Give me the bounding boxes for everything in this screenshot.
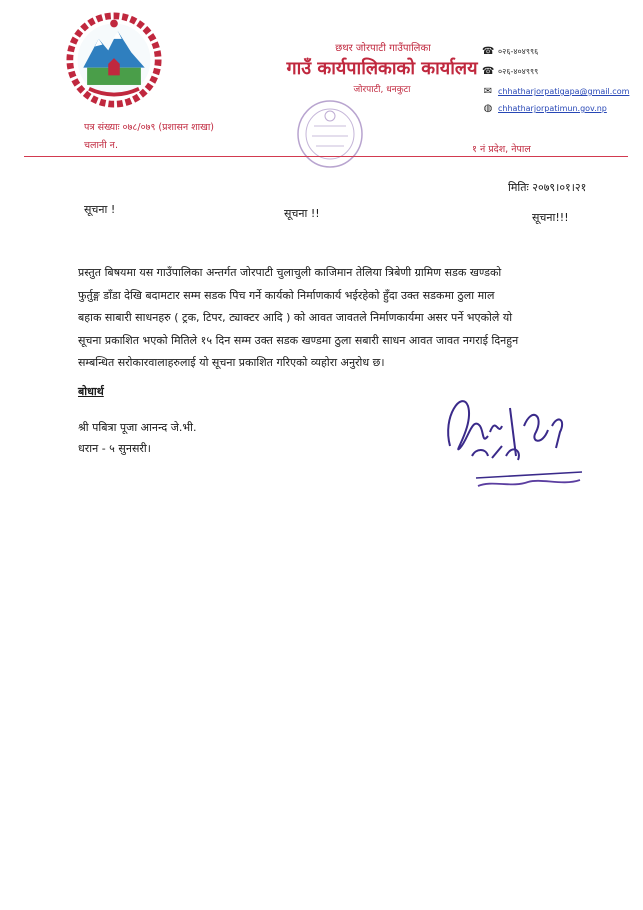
org-subtitle: छथर जोरपाटी गाउँपालिका <box>335 43 431 54</box>
contact-email[interactable] <box>482 86 629 97</box>
office-title: गाउँ कार्यपालिकाको कार्यालय <box>286 58 478 79</box>
letter-date: मितिः २०७९।०१।२१ <box>508 181 587 194</box>
phone-icon: ☎ <box>482 66 495 77</box>
email-icon: ✉ <box>483 86 493 97</box>
office-stamp-icon <box>294 96 366 174</box>
recipient-address: धरान - ५ सुनसरी। <box>78 442 151 455</box>
body-line: फुर्तुङ्ग डाँडा देखि बदामटार सम्म सडक पिच गर्ने कार्यको निर्माणकार्य भईरहेको हुँदा उक्त सडकमा ठुला माल <box>78 288 495 302</box>
nepal-emblem-icon <box>66 12 162 108</box>
body-line: सम्बन्धित सरोकारवालाहरुलाई यो सूचना प्रकाशित गरिएको व्यहोरा अनुरोध छ। <box>78 356 385 370</box>
contact-web[interactable] <box>482 103 607 114</box>
contact-phone-1: ☎ ०२६-४०४९९६ <box>482 46 539 57</box>
web-icon: ◍ <box>483 103 493 114</box>
dispatch-number: चलानी न. <box>84 140 118 151</box>
notice-body <box>78 262 634 375</box>
header-divider <box>24 156 628 157</box>
recipient-name: श्री पबित्रा पूजा आनन्द जे.भी. <box>78 421 197 434</box>
notice-heading-2: सूचना !! <box>284 207 320 220</box>
reference-number: पत्र संख्याः ०७८/०७९ (प्रशासन शाखा) <box>84 122 215 133</box>
body-line: सूचना प्रकाशित भएको मितिले १५ दिन सम्म उक्त सडक खण्डमा ठुला सबारी साधन आवत जावत नगराई दिनहुन <box>78 333 519 347</box>
phone-icon: ☎ <box>482 46 495 57</box>
contact-phone-2: ☎ ०२६-४०४९९९ <box>482 66 539 77</box>
cc-heading: बोधार्थ <box>78 385 104 398</box>
notice-heading-1: सूचना ! <box>84 203 116 216</box>
signature-icon <box>432 386 592 496</box>
office-location: जोरपाटी, धनकुटा <box>353 85 411 95</box>
province-address: १ नं प्रदेश, नेपाल <box>472 144 531 155</box>
notice-heading-3: सूचना!!! <box>532 211 569 224</box>
email-link[interactable]: chhatharjorpatigapa@gmail.com <box>498 87 630 96</box>
body-line: प्रस्तुत बिषयमा यस गाउँपालिका अन्तर्गत जोरपाटी चुलाचुली काजिमान तेलिया त्रिबेणी ग्रामिण सडक खण्डको <box>78 266 502 279</box>
body-line: बहाक साबारी साधनहरु ( ट्रक, टिपर, ट्याक्टर आदि ) को आवत जावतले निर्माणकार्यमा असर पर्ने भएकोले यो <box>78 311 513 325</box>
web-link[interactable]: chhatharjorpatimun.gov.np <box>498 104 607 113</box>
